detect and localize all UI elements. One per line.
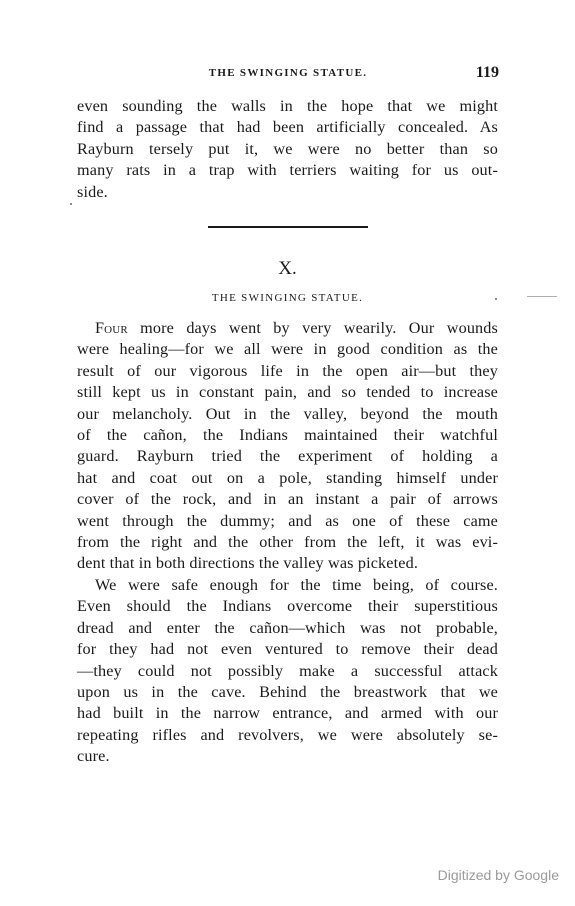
text-line: dread and enter the cañon—which was not probable,	[77, 618, 498, 637]
carryover-paragraph	[77, 96, 498, 203]
text-line: even sounding the walls in the hope that we might	[77, 97, 498, 115]
text-line: cure.	[77, 747, 110, 766]
section-divider-rule	[208, 226, 368, 228]
text-line: side.	[77, 182, 108, 201]
digitized-watermark: Digitized by Google	[437, 867, 559, 883]
text-line: repeating rifles and revolvers, we were absolutely se-	[77, 725, 498, 744]
text-line: still kept us in constant pain, and so tended to increase	[77, 383, 498, 402]
text-line: hat and coat out on a pole, standing himself under	[77, 468, 498, 487]
text-line: for they had not even ventured to remove their dead	[77, 640, 498, 659]
chapter-number: X.	[278, 258, 297, 279]
scan-speck	[70, 203, 72, 205]
text-line: dent that in both directions the valley was picketed.	[77, 554, 419, 573]
text-line: had built in the narrow entrance, and armed with our	[77, 704, 498, 723]
first-line	[77, 318, 498, 339]
text-line: of the cañon, the Indians maintained their watchful	[77, 426, 498, 445]
paragraph-1	[77, 318, 498, 575]
text-line: guard. Rayburn tried the experiment of holding a	[77, 447, 498, 466]
text-line: —they could not possibly make a successful attack	[77, 661, 498, 680]
text-line: many rats in a trap with terriers waiting for us out-	[77, 161, 498, 180]
text-line: Rayburn tersely put it, we were no better than so	[77, 139, 498, 158]
text-line: went through the dummy; and as one of these came	[77, 511, 498, 530]
text-line: find a passage that had been artificially concealed. As	[77, 118, 498, 137]
text-line: were healing—for we all were in good condition as the	[77, 340, 498, 359]
text-line: result of our vigorous life in the open air—but they	[77, 361, 498, 380]
drop-word: Four	[95, 319, 128, 337]
chapter-title: THE SWINGING STATUE.	[211, 292, 364, 304]
text-line: from the right and the other from the left, it was evi-	[77, 533, 498, 552]
running-title: THE SWINGING STATUE.	[208, 67, 368, 79]
paragraph-2	[77, 575, 498, 768]
page-number: 119	[475, 64, 499, 81]
first-line-text: more days went by very wearily. Our wounds	[127, 319, 498, 337]
text-line: cover of the rock, and in an instant a pair of arrows	[77, 490, 498, 509]
scan-speck	[495, 298, 497, 300]
text-line: upon us in the cave. Behind the breastwork that we	[77, 683, 498, 702]
text-line: Even should the Indians overcome their superstitious	[77, 597, 498, 616]
text-line: We were safe enough for the time being, of course.	[95, 576, 498, 594]
running-head	[77, 64, 499, 86]
text-line: our melancholy. Out in the valley, beyond the mouth	[77, 404, 498, 423]
scan-mark	[527, 296, 557, 297]
